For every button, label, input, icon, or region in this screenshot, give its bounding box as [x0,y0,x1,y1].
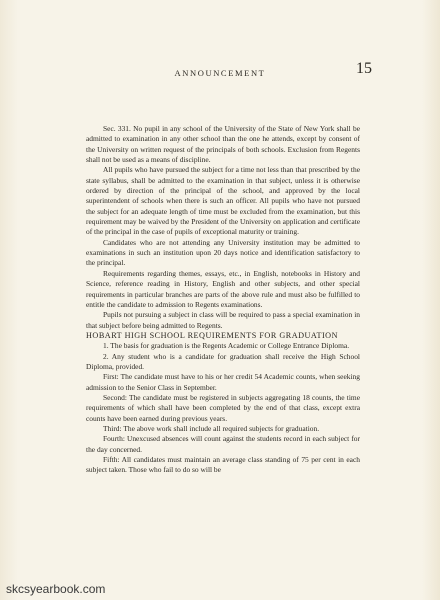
section-heading: HOBART HIGH SCHOOL REQUIREMENTS FOR GRADUATION [86,330,338,340]
paragraph-basis-for-graduation: 1. The basis for graduation is the Regents Academic or College Entrance Diploma. [103,341,350,351]
paragraph-outside-candidates: Candidates who are not attending any University institution may be admitted to examinations in such an institution upon 20 days notice and identification satisfactory to the principal. [86,237,360,268]
running-title: ANNOUNCEMENT [174,68,266,78]
site-watermark: skcsyearbook.com [6,582,106,596]
page-header [0,60,440,82]
paragraph-special-requirements: Requirements regarding themes, essays, etc., in English, notebooks in History and Science, reference reading in History, English and other subjects, and other special requirements in particular branches are parts of the above rule and must also be fulfilled to entitle the candidate to admission to Regents examinations. [86,268,360,309]
paragraph-fourth-requirement: Fourth: Unexcused absences will count against the students record in each subject for the day concerned. [86,434,360,454]
paragraph-special-examination: Pupils not pursuing a subject in class will be required to pass a special examination in that subject before being admitted to Regents. [86,310,360,330]
paragraph-second-requirement: Second: The candidate must be registered in subjects aggregating 18 counts, the time requirements of which shall have been completed by the end of that class, except extra counts have been earned during previous years. [86,392,360,423]
paragraph-fifth-requirement: Fifth: All candidates must maintain an average class standing of 75 per cent in each subject taken. Those who fail to do so will be [86,455,360,475]
body-text [86,124,360,476]
paragraph-third-requirement: Third: The above work shall include all required subjects for graduation. [103,423,320,433]
paragraph-sec-331: Sec. 331. No pupil in any school of the University of the State of New York shall be admitted to examination in any other school than the one he attends, except by consent of the University on written request of the principals of both schools. Exclusion from Regents shall not be used as a means of discipline. [86,124,360,165]
paragraph-diploma-candidate: 2. Any student who is a candidate for graduation shall receive the High School Diploma, provided. [86,351,360,371]
paragraph-first-requirement: First: The candidate must have to his or her credit 54 Academic counts, when seeking admission to the Senior Class in September. [86,372,360,392]
page-number: 15 [356,60,372,77]
paragraph-admission-rule: All pupils who have pursued the subject for a time not less than that prescribed by the state syllabus, shall be admitted to the examination in that subject, unless it is otherwise ordered by direction of the principal of the school, and approved by the local superintendent of schools when there is such an officer. All pupils who have not pursued the subject for an adequate length of time must be excluded from the examination, but this requirement may be waived by the President of the University on application and certificate of the principal in the case of pupils of exceptional maturity or training. [86,165,360,237]
